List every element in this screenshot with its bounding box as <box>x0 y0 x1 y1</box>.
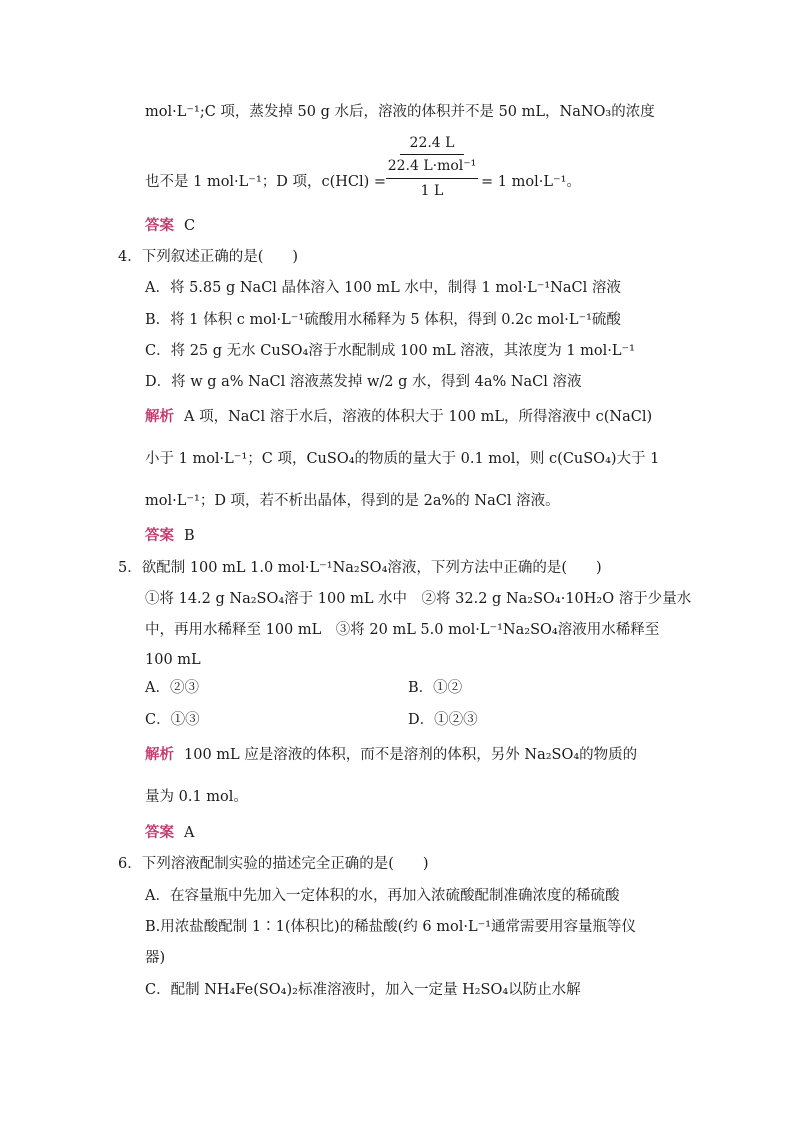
q4-answer <box>145 526 195 546</box>
q4-analysis-line-1 <box>145 407 652 427</box>
fraction-inner-denominator: 22.4 L·mol⁻¹ <box>387 158 477 174</box>
q6-option-b-line-2: 器) <box>145 950 166 966</box>
q3-analysis-line-1: mol·L⁻¹;C 项，蒸发掉 50 g 水后，溶液的体积并不是 50 mL，NaNO₃的浓度 <box>145 104 655 120</box>
q5-option-d: D．①②③ <box>408 712 478 728</box>
q6-option-a: A．在容量瓶中先加入一定体积的水，再加入浓硫酸配制准确浓度的稀硫酸 <box>145 888 620 904</box>
analysis-text: 100 mL 应是溶液的体积，而不是溶剂的体积，另外 Na₂SO₄的物质的 <box>184 747 638 763</box>
q6-option-c: C．配制 NH₄Fe(SO₄)₂标准溶液时，加入一定量 H₂SO₄以防止水解 <box>145 982 581 998</box>
q5-option-a: A．②③ <box>145 680 199 696</box>
answer-value: B <box>184 528 195 544</box>
q4-stem: 4．下列叙述正确的是( ) <box>118 249 299 265</box>
q4-analysis-line-2: 小于 1 mol·L⁻¹；C 项，CuSO₄的物质的量大于 0.1 mol，则 c(CuSO₄)大于 1 <box>145 451 660 467</box>
q4-analysis-line-3: mol·L⁻¹；D 项，若不析出晶体，得到的是 2a%的 NaCl 溶液。 <box>145 493 560 509</box>
analysis-text: A 项，NaCl 溶于水后，溶液的体积大于 100 mL，所得溶液中 c(NaCl) <box>184 409 653 425</box>
q3-answer <box>145 216 195 236</box>
q5-option-b: B．①② <box>408 680 463 696</box>
q4-option-b: B．将 1 体积 c mol·L⁻¹硫酸用水稀释为 5 体积，得到 0.2c mol·L⁻¹硫酸 <box>145 312 621 328</box>
analysis-label: 解析 <box>145 747 174 763</box>
q5-body-line-1: ①将 14.2 g Na₂SO₄溶于 100 mL 水中 ②将 32.2 g Na₂SO₄·10H₂O 溶于少量水 <box>145 591 692 607</box>
answer-label: 答案 <box>145 218 174 234</box>
answer-label: 答案 <box>145 825 174 841</box>
q5-option-c: C．①③ <box>145 712 200 728</box>
fraction-inner-bar <box>400 154 464 155</box>
q5-body-line-2: 中，再用水稀释至 100 mL ③将 20 mL 5.0 mol·L⁻¹Na₂SO₄溶液用水稀释至 <box>145 622 660 638</box>
q5-body-line-3: 100 mL <box>145 652 201 668</box>
q5-stem: 5．欲配制 100 mL 1.0 mol·L⁻¹Na₂SO₄溶液，下列方法中正确的是( ) <box>118 560 602 576</box>
q3-fraction <box>386 133 478 203</box>
q5-analysis-line-1 <box>145 745 637 765</box>
answer-value: C <box>184 218 196 234</box>
q4-option-c: C．将 25 g 无水 CuSO₄溶于水配制成 100 mL 溶液，其浓度为 1 mol·L⁻¹ <box>145 343 635 359</box>
answer-value: A <box>184 825 195 841</box>
q5-answer <box>145 823 194 843</box>
q3-analysis-line-2-pre: 也不是 1 mol·L⁻¹；D 项，c(HCl) = <box>145 174 387 190</box>
q6-stem: 6．下列溶液配制实验的描述完全正确的是( ) <box>118 856 429 872</box>
answer-label: 答案 <box>145 528 174 544</box>
q6-option-b-line-1: B.用浓盐酸配制 1∶1(体积比)的稀盐酸(约 6 mol·L⁻¹通常需要用容量瓶等仪 <box>145 919 637 935</box>
q4-option-d: D．将 w g a% NaCl 溶液蒸发掉 w/2 g 水，得到 4a% NaCl 溶液 <box>145 374 582 390</box>
q5-analysis-line-2: 量为 0.1 mol。 <box>145 789 248 805</box>
fraction-main-bar <box>386 178 478 179</box>
fraction-outer-numerator: 22.4 L <box>409 135 455 151</box>
analysis-label: 解析 <box>145 409 174 425</box>
q4-option-a: A．将 5.85 g NaCl 晶体溶入 100 mL 水中，制得 1 mol·L⁻¹NaCl 溶液 <box>145 280 621 296</box>
fraction-outer-denominator: 1 L <box>420 183 444 199</box>
q3-analysis-line-2-post: = 1 mol·L⁻¹。 <box>481 174 581 190</box>
